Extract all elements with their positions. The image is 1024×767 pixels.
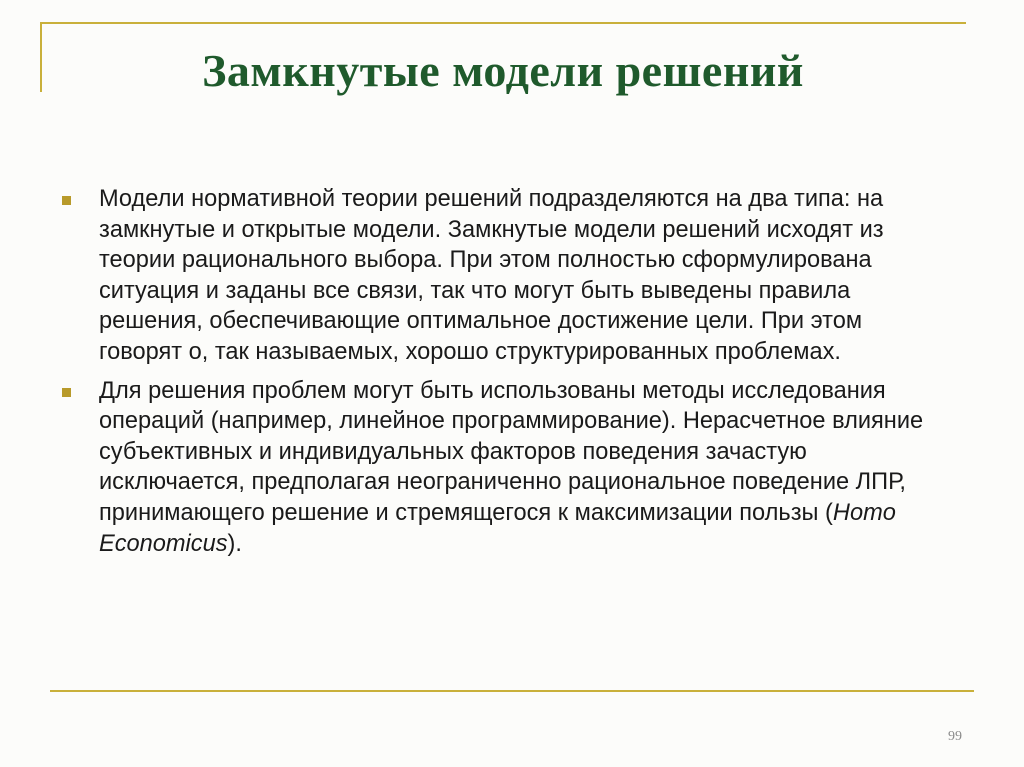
bottom-divider [50, 690, 974, 692]
slide-title: Замкнутые модели решений [202, 45, 804, 96]
page-number: 99 [948, 729, 962, 744]
bullet-text-2-main: Для решения проблем могут быть использованы методы исследования операций (например, линейное программирование). Нерасчетное влияние субъективных и индивидуальных факторов поведения зачастую исключается, предполагая неограниченно рациональное поведение ЛПР, принимающего решение и стремящегося к максимизации пользы ( [99, 377, 924, 526]
top-divider [40, 22, 966, 24]
slide-content [62, 184, 942, 567]
bullet-text-1: Модели нормативной теории решений подразделяются на два типа: на замкнутые и открытые модели. Замкнутые модели решений исходят из теории рационального выбора. При этом полностью сформулирована ситуация и заданы все связи, так что могут быть выведены правила решения, обеспечивающие оптимальное достижение цели. При этом говорят о, так называемых, хорошо структурированных проблемах. [99, 186, 884, 365]
bullet-text-2 [99, 376, 942, 560]
bullet-text-2-italic: Homo Economicus [99, 499, 896, 557]
bullet-item-1 [62, 184, 942, 368]
bullet-item-2 [62, 376, 942, 560]
square-bullet-icon [62, 196, 71, 205]
square-bullet-icon [62, 388, 71, 397]
bullet-text-2-end: ). [227, 530, 242, 557]
